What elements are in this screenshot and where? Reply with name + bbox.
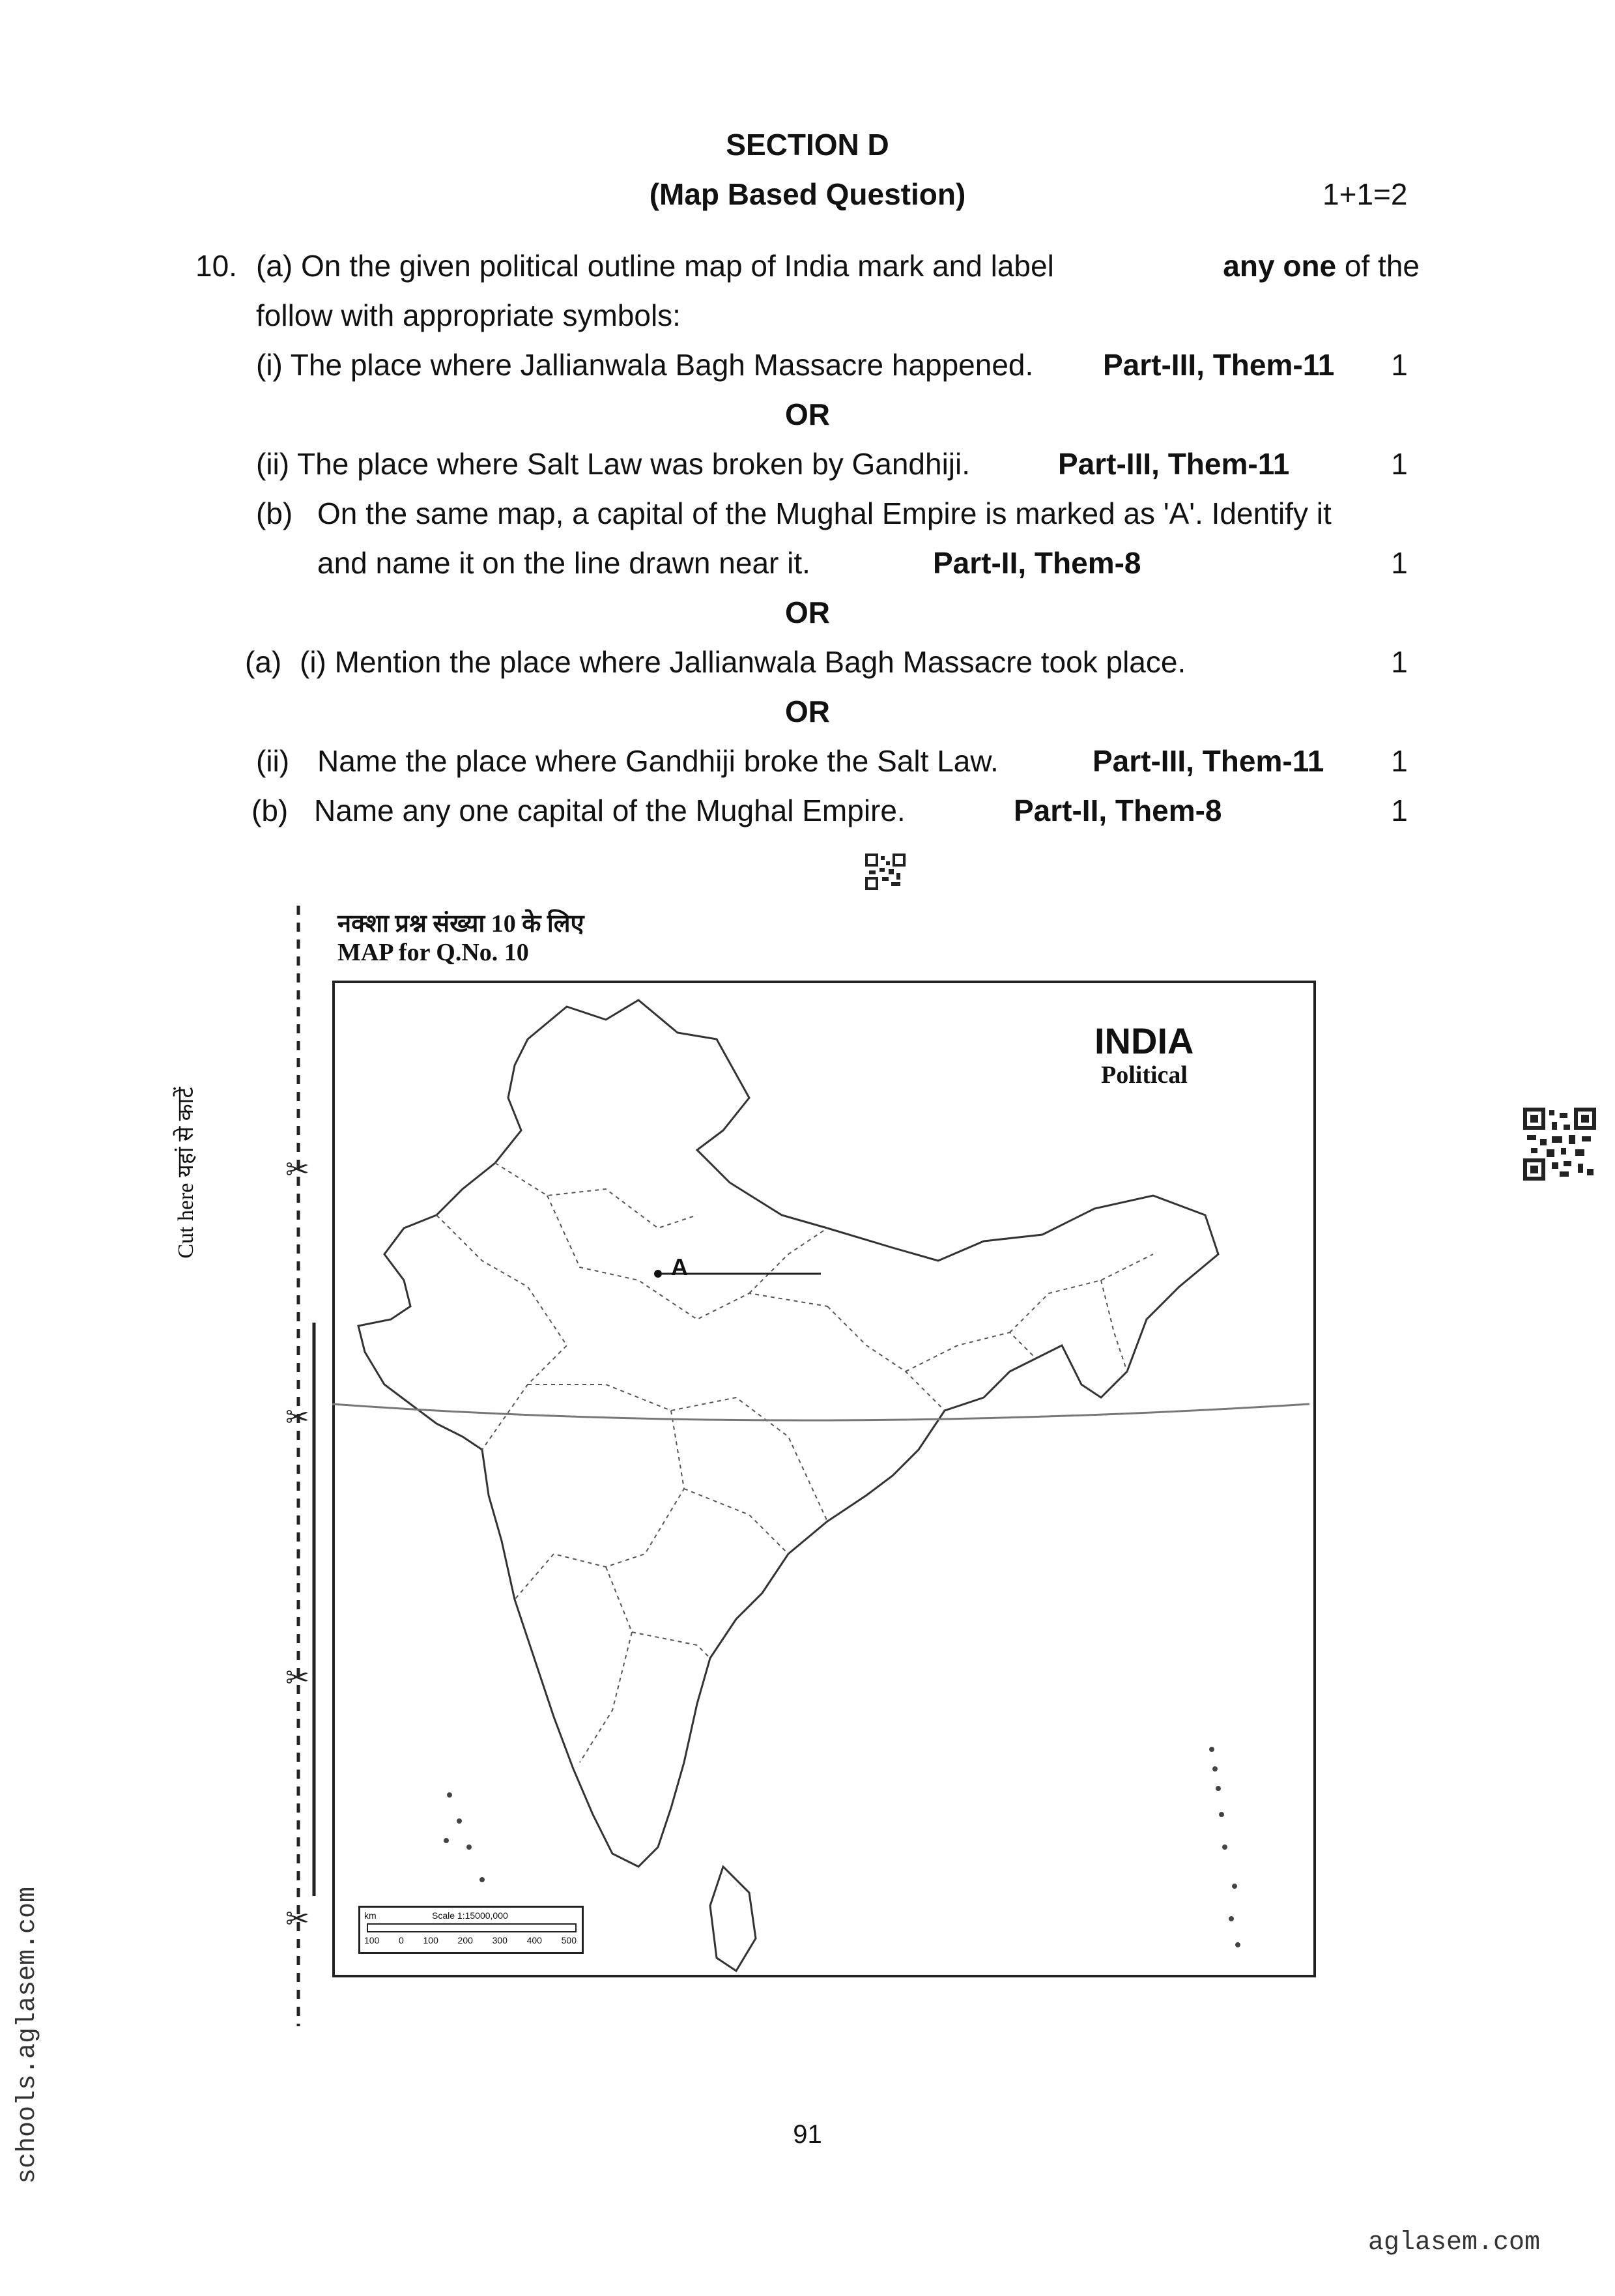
question-number: 10. xyxy=(195,249,237,283)
scale-tick: 0 xyxy=(399,1935,404,1945)
alt-b-label: (b) xyxy=(251,794,289,827)
watermark-side: schools.aglasem.com xyxy=(13,1886,42,2185)
or-divider-3: OR xyxy=(785,695,830,728)
alt-a-ii-label: (ii) xyxy=(256,744,290,778)
qr-code-large-icon xyxy=(1523,1108,1596,1181)
question-10a-ii: (ii) The place where Salt Law was broken by Gandhiji. xyxy=(256,447,971,481)
map-header-hindi: नक्शा प्रश्न संख्या 10 के लिए xyxy=(337,910,584,938)
question-10a-line1 xyxy=(256,248,1420,284)
map-title: INDIA xyxy=(1094,1020,1194,1061)
scale-tick: 200 xyxy=(457,1935,473,1945)
question-10b-line1: On the same map, a capital of the Mughal Empire is marked as 'A'. Identify it xyxy=(317,496,1332,530)
question-10a-end: of the xyxy=(1344,249,1420,283)
cut-here-label: Cut here यहां से काटें xyxy=(174,1087,198,1259)
question-10a-ii-ref: Part-III, Them-11 xyxy=(1058,447,1290,481)
question-10a-tail xyxy=(1223,248,1420,284)
question-10a-i-ref: Part-III, Them-11 xyxy=(1103,348,1335,382)
alt-a-i: (i) Mention the place where Jallianwala Bagh Massacre took place. xyxy=(300,645,1186,679)
cut-line xyxy=(274,906,326,2026)
svg-text:✂: ✂ xyxy=(285,1401,309,1434)
alt-b: Name any one capital of the Mughal Empire. xyxy=(314,794,906,827)
question-10a-intro: (a) On the given political outline map of India mark and label xyxy=(256,249,1054,283)
scale-text: Scale 1:15000,000 xyxy=(432,1910,508,1921)
scale-tick: 300 xyxy=(492,1935,507,1945)
question-10b-label: (b) xyxy=(256,496,293,530)
scale-tick: 500 xyxy=(561,1935,577,1945)
question-10a-i: (i) The place where Jallianwala Bagh Massacre happened. xyxy=(256,348,1034,382)
scale-tick: 100 xyxy=(423,1935,438,1945)
section-title: SECTION D xyxy=(726,128,889,162)
scale-tick: 400 xyxy=(526,1935,542,1945)
qr-code-small-icon xyxy=(865,854,906,890)
or-divider-2: OR xyxy=(785,596,830,629)
map-frame xyxy=(334,982,1315,1976)
scale-tick: 100 xyxy=(364,1935,380,1945)
or-divider-1: OR xyxy=(785,397,830,431)
map-subtitle: Political xyxy=(1101,1061,1188,1089)
svg-text:✂: ✂ xyxy=(285,1153,309,1186)
alt-a-ii-mark: 1 xyxy=(1391,744,1408,778)
point-a-dot xyxy=(654,1270,662,1278)
india-map xyxy=(332,981,1316,1977)
question-10a-ii-mark: 1 xyxy=(1391,447,1408,481)
scale-bar xyxy=(367,1923,577,1932)
question-10a-bold: any one xyxy=(1223,249,1337,283)
scissors-icon xyxy=(285,1153,309,1936)
question-10b-line2: and name it on the line drawn near it. xyxy=(317,546,810,580)
alt-a-ii: Name the place where Gandhiji broke the Salt Law. xyxy=(317,744,999,778)
scale-km-label: km xyxy=(364,1910,377,1921)
alt-b-ref: Part-II, Them-8 xyxy=(1014,794,1222,827)
question-10b-mark: 1 xyxy=(1391,546,1408,580)
section-subtitle: (Map Based Question) xyxy=(649,177,966,211)
question-10b-ref: Part-II, Them-8 xyxy=(933,546,1141,580)
page-number: 91 xyxy=(793,2120,822,2149)
question-10a-line2: follow with appropriate symbols: xyxy=(256,298,681,332)
scale-box xyxy=(358,1906,584,1954)
alt-a-i-mark: 1 xyxy=(1391,645,1408,679)
question-10a-i-mark: 1 xyxy=(1391,348,1408,382)
watermark-corner: aglasem.com xyxy=(1368,2228,1541,2258)
svg-text:✂: ✂ xyxy=(285,1661,309,1695)
scale-ticks xyxy=(364,1935,577,1945)
alt-a-label: (a) xyxy=(245,645,282,679)
alt-a-ii-ref: Part-III, Them-11 xyxy=(1093,744,1324,778)
alt-b-mark: 1 xyxy=(1391,794,1408,827)
svg-text:✂: ✂ xyxy=(285,1902,309,1936)
point-a-label: A xyxy=(671,1254,688,1280)
section-marks: 1+1=2 xyxy=(1322,177,1408,211)
map-header-english: MAP for Q.No. 10 xyxy=(337,939,529,966)
